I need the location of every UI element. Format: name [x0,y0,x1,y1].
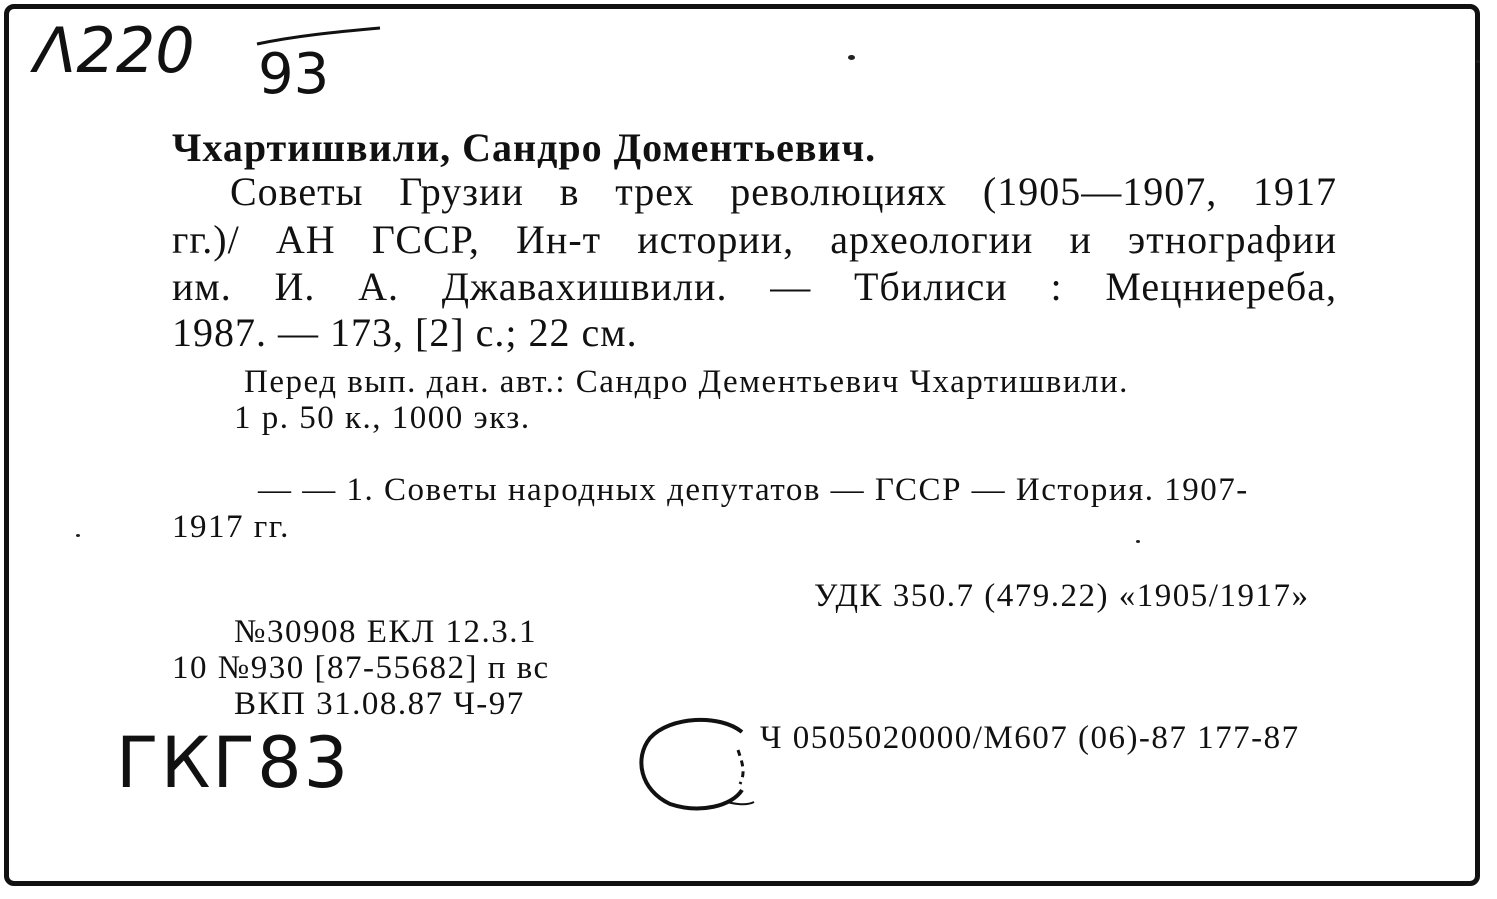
subject-line-1: — — 1. Советы народных депутатов — ГССР — История. 1907- [258,472,1249,508]
title-line-4: 1987. — 173, [2] с.; 22 см. [172,310,638,355]
ink-speck [1136,540,1140,543]
publisher-code-line: Ч 0505020000/М607 (06)-87 177-87 [760,720,1300,756]
handwritten-shelf-mark: Λ220 [34,14,195,87]
title-line-2: гг.)/ АН ГССР, Ин-т истории, археологии и этнографии [172,217,1337,262]
note-author-data: Перед вып. дан. авт.: Сандро Дементьевич Чхартишвили. [244,364,1129,400]
record-number-1: №30908 ЕКЛ 12.3.1 [234,614,538,650]
record-number-2: 10 №930 [87-55682] п вс [172,650,550,686]
author-heading: Чхартишвили, Сандро Доментьевич. [172,125,877,170]
ink-speck [848,55,855,60]
udk-classification: УДК 350.7 (479.22) «1905/1917» [814,578,1310,614]
handwritten-bottom-mark: ГКГ83 [116,722,351,804]
record-number-3: ВКП 31.08.87 Ч-97 [234,686,525,722]
stamp-mark [630,710,770,820]
ink-speck [1476,60,1480,63]
title-line-1: Советы Грузии в трех революциях (1905—1907, 1917 [230,169,1337,214]
title-line-3: им. И. А. Джавахишвили. — Тбилиси : Мецниереба, [172,264,1337,309]
handwritten-shelf-mark-sub: 93 [258,42,330,107]
subject-line-2: 1917 гг. [172,509,290,545]
note-price-copies: 1 р. 50 к., 1000 экз. [234,400,531,436]
ink-speck [76,534,80,537]
